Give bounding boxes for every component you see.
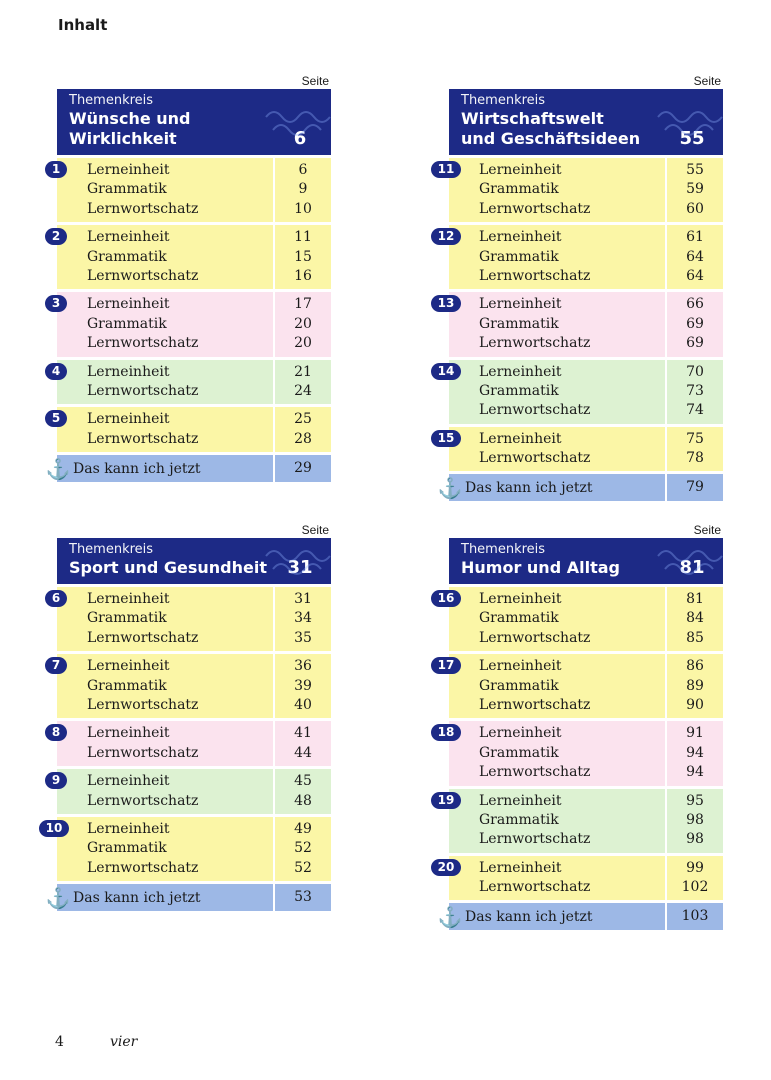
unit-item-label: Lernwortschatz bbox=[87, 335, 199, 352]
unit-items bbox=[73, 292, 273, 356]
unit-pages bbox=[665, 225, 723, 289]
unit-item-page: 59 bbox=[686, 181, 704, 198]
unit-item-page: 102 bbox=[681, 879, 709, 896]
unit-item-page: 35 bbox=[294, 629, 312, 646]
unit-item-label: Lerneinheit bbox=[479, 229, 562, 246]
unit-item-label: Lerneinheit bbox=[87, 363, 170, 380]
kann-page: 53 bbox=[273, 884, 331, 911]
themenkreis-label: Themenkreis bbox=[69, 93, 154, 108]
unit-number-badge: 17 bbox=[431, 657, 461, 674]
unit-item-label: Grammatik bbox=[87, 181, 167, 198]
themenkreis-page: 6 bbox=[293, 128, 307, 149]
unit-pages bbox=[273, 721, 331, 766]
kann-label: Das kann ich jetzt bbox=[465, 908, 593, 925]
unit-number-badge: 3 bbox=[45, 295, 67, 312]
unit-item-page: 69 bbox=[686, 315, 704, 332]
unit-item-page: 24 bbox=[294, 382, 312, 399]
unit-item-label: Lerneinheit bbox=[479, 658, 562, 675]
unit-row bbox=[437, 225, 723, 289]
unit-row bbox=[51, 360, 331, 405]
themenkreis-block bbox=[437, 74, 723, 501]
unit-items bbox=[73, 654, 273, 718]
unit-items bbox=[465, 789, 665, 853]
anchor-icon: ⚓ bbox=[437, 475, 463, 500]
unit-items bbox=[73, 225, 273, 289]
unit-items bbox=[465, 654, 665, 718]
anchor-icon: ⚓ bbox=[45, 885, 71, 910]
unit-item-label: Grammatik bbox=[479, 811, 559, 828]
unit-items bbox=[465, 587, 665, 651]
unit-item-page: 10 bbox=[294, 200, 312, 217]
unit-items bbox=[465, 292, 665, 356]
page-number: 4 bbox=[55, 1034, 64, 1050]
unit-item-label: Grammatik bbox=[87, 248, 167, 265]
unit-pages bbox=[665, 654, 723, 718]
unit-row bbox=[437, 587, 723, 651]
unit-pages bbox=[273, 407, 331, 452]
unit-item-label: Lernwortschatz bbox=[87, 382, 199, 399]
unit-item-label: Lernwortschatz bbox=[87, 629, 199, 646]
unit-pages bbox=[665, 856, 723, 901]
unit-item-page: 52 bbox=[294, 840, 312, 857]
unit-item-label: Lernwortschatz bbox=[479, 696, 591, 713]
unit-pages bbox=[665, 721, 723, 785]
unit-item-label: Lerneinheit bbox=[479, 162, 562, 178]
unit-item-label: Lernwortschatz bbox=[87, 200, 199, 217]
unit-item-page: 86 bbox=[686, 658, 704, 675]
unit-number-badge: 15 bbox=[431, 430, 461, 447]
anchor-icon: ⚓ bbox=[437, 904, 463, 929]
unit-item-label: Lernwortschatz bbox=[479, 200, 591, 217]
unit-item-page: 98 bbox=[686, 811, 704, 828]
themenkreis-block bbox=[437, 523, 723, 930]
unit-row bbox=[437, 360, 723, 424]
unit-row bbox=[437, 158, 723, 222]
unit-number-badge: 7 bbox=[45, 657, 67, 674]
unit-item-label: Lernwortschatz bbox=[87, 859, 199, 876]
unit-item-label: Lerneinheit bbox=[479, 859, 562, 876]
themenkreis-title: Wirtschaftswelt bbox=[461, 109, 604, 128]
unit-item-page: 44 bbox=[294, 744, 312, 761]
unit-item-label: Lernwortschatz bbox=[479, 831, 591, 848]
unit-item-label: Lernwortschatz bbox=[87, 744, 199, 761]
unit-item-label: Lerneinheit bbox=[87, 591, 170, 607]
unit-item-page: 61 bbox=[686, 229, 704, 246]
unit-item-page: 20 bbox=[294, 315, 312, 332]
unit-number-badge: 13 bbox=[431, 295, 461, 312]
unit-items bbox=[465, 721, 665, 785]
unit-item-page: 91 bbox=[686, 725, 704, 742]
unit-item-page: 16 bbox=[294, 267, 312, 284]
unit-number-badge: 5 bbox=[45, 410, 67, 427]
kann-page: 29 bbox=[273, 455, 331, 482]
unit-item-label: Grammatik bbox=[87, 315, 167, 332]
themenkreis-page: 31 bbox=[287, 557, 313, 578]
unit-item-page: 40 bbox=[294, 696, 312, 713]
unit-number-badge: 1 bbox=[45, 161, 67, 178]
unit-item-label: Lernwortschatz bbox=[479, 450, 591, 467]
das-kann-ich-jetzt-row bbox=[437, 903, 723, 930]
unit-item-page: 17 bbox=[294, 296, 312, 313]
unit-item-page: 85 bbox=[686, 629, 704, 646]
unit-item-label: Lerneinheit bbox=[87, 162, 170, 178]
unit-number-badge: 10 bbox=[39, 820, 69, 837]
unit-item-page: 15 bbox=[294, 248, 312, 265]
unit-item-page: 73 bbox=[686, 382, 704, 399]
unit-item-page: 49 bbox=[294, 820, 312, 837]
unit-item-label: Lernwortschatz bbox=[87, 267, 199, 284]
anchor-icon: ⚓ bbox=[45, 456, 71, 481]
unit-pages bbox=[665, 427, 723, 472]
unit-pages bbox=[665, 292, 723, 356]
unit-items bbox=[465, 158, 665, 222]
page-number-word: vier bbox=[110, 1034, 138, 1050]
unit-items bbox=[73, 721, 273, 766]
unit-item-page: 70 bbox=[686, 363, 704, 380]
unit-item-page: 99 bbox=[686, 859, 704, 876]
unit-pages bbox=[273, 158, 331, 222]
themenkreis-header bbox=[449, 538, 723, 584]
themenkreis-block bbox=[45, 523, 331, 911]
unit-pages bbox=[665, 789, 723, 853]
themenkreis-header bbox=[57, 89, 331, 155]
unit-number-badge: 14 bbox=[431, 363, 461, 380]
unit-items bbox=[73, 817, 273, 881]
unit-item-label: Grammatik bbox=[479, 181, 559, 198]
unit-items bbox=[465, 225, 665, 289]
unit-row bbox=[437, 427, 723, 472]
unit-item-label: Grammatik bbox=[87, 677, 167, 694]
seite-label: Seite bbox=[301, 523, 329, 537]
kann-page: 103 bbox=[665, 903, 723, 930]
unit-number-badge: 11 bbox=[431, 161, 461, 178]
unit-number-badge: 8 bbox=[45, 724, 67, 741]
unit-item-label: Grammatik bbox=[479, 744, 559, 761]
themenkreis-title: Humor und Alltag bbox=[461, 558, 620, 577]
unit-item-label: Grammatik bbox=[479, 382, 559, 399]
unit-item-label: Lerneinheit bbox=[87, 411, 170, 428]
unit-item-page: 21 bbox=[294, 363, 312, 380]
unit-item-label: Lernwortschatz bbox=[87, 696, 199, 713]
unit-row bbox=[437, 856, 723, 901]
unit-item-label: Lernwortschatz bbox=[479, 402, 591, 419]
kann-label: Das kann ich jetzt bbox=[73, 460, 201, 477]
unit-item-page: 41 bbox=[294, 725, 312, 742]
unit-pages bbox=[665, 360, 723, 424]
unit-row bbox=[51, 407, 331, 452]
unit-item-page: 95 bbox=[686, 792, 704, 809]
unit-pages bbox=[665, 158, 723, 222]
unit-row bbox=[437, 721, 723, 785]
unit-items bbox=[73, 587, 273, 651]
themenkreis-block bbox=[45, 74, 331, 482]
unit-item-label: Lerneinheit bbox=[87, 229, 170, 246]
unit-pages bbox=[273, 292, 331, 356]
unit-item-page: 81 bbox=[686, 591, 704, 607]
unit-item-label: Lerneinheit bbox=[87, 296, 170, 313]
unit-row bbox=[51, 158, 331, 222]
unit-item-label: Lerneinheit bbox=[87, 658, 170, 675]
unit-number-badge: 19 bbox=[431, 792, 461, 809]
seite-label: Seite bbox=[693, 74, 721, 88]
unit-item-page: 75 bbox=[686, 430, 704, 447]
unit-item-page: 64 bbox=[686, 267, 704, 284]
unit-item-page: 31 bbox=[294, 591, 312, 607]
unit-item-page: 64 bbox=[686, 248, 704, 265]
unit-number-badge: 4 bbox=[45, 363, 67, 380]
themenkreis-page: 81 bbox=[679, 557, 705, 578]
unit-item-page: 66 bbox=[686, 296, 704, 313]
unit-item-page: 39 bbox=[294, 677, 312, 694]
unit-pages bbox=[273, 654, 331, 718]
unit-pages bbox=[665, 587, 723, 651]
unit-item-label: Lernwortschatz bbox=[479, 629, 591, 646]
unit-item-page: 28 bbox=[294, 430, 312, 447]
unit-number-badge: 9 bbox=[45, 772, 67, 789]
page-title: Inhalt bbox=[58, 16, 108, 34]
unit-item-page: 98 bbox=[686, 831, 704, 848]
unit-number-badge: 18 bbox=[431, 724, 461, 741]
unit-number-badge: 20 bbox=[431, 859, 461, 876]
unit-item-page: 9 bbox=[298, 181, 308, 198]
kann-label: Das kann ich jetzt bbox=[73, 889, 201, 906]
das-kann-ich-jetzt-row bbox=[437, 474, 723, 501]
unit-items bbox=[73, 360, 273, 405]
unit-item-label: Grammatik bbox=[479, 315, 559, 332]
unit-pages bbox=[273, 769, 331, 814]
unit-item-label: Lernwortschatz bbox=[479, 335, 591, 352]
unit-item-label: Lernwortschatz bbox=[479, 879, 591, 896]
unit-item-page: 20 bbox=[294, 335, 312, 352]
unit-item-label: Lerneinheit bbox=[87, 773, 170, 790]
unit-item-label: Lerneinheit bbox=[479, 363, 562, 380]
unit-items bbox=[73, 769, 273, 814]
unit-item-label: Grammatik bbox=[87, 840, 167, 857]
unit-row bbox=[51, 721, 331, 766]
unit-item-label: Grammatik bbox=[479, 610, 559, 627]
unit-items bbox=[465, 360, 665, 424]
unit-item-label: Lernwortschatz bbox=[87, 430, 199, 447]
unit-item-page: 11 bbox=[294, 229, 312, 246]
unit-item-label: Lernwortschatz bbox=[479, 764, 591, 781]
unit-items bbox=[465, 427, 665, 472]
themenkreis-page: 55 bbox=[679, 128, 705, 149]
unit-item-label: Lerneinheit bbox=[479, 296, 562, 313]
unit-item-page: 94 bbox=[686, 764, 704, 781]
unit-item-label: Lerneinheit bbox=[479, 725, 562, 742]
unit-pages bbox=[273, 587, 331, 651]
unit-item-page: 94 bbox=[686, 744, 704, 761]
unit-item-label: Lernwortschatz bbox=[87, 792, 199, 809]
unit-item-page: 90 bbox=[686, 696, 704, 713]
seite-label: Seite bbox=[301, 74, 329, 88]
unit-item-label: Lerneinheit bbox=[87, 725, 170, 742]
unit-item-label: Lerneinheit bbox=[479, 591, 562, 607]
unit-item-page: 69 bbox=[686, 335, 704, 352]
unit-item-page: 34 bbox=[294, 610, 312, 627]
unit-item-page: 55 bbox=[686, 162, 704, 178]
themenkreis-label: Themenkreis bbox=[69, 542, 154, 557]
unit-item-page: 52 bbox=[294, 859, 312, 876]
unit-item-label: Grammatik bbox=[87, 610, 167, 627]
unit-item-page: 48 bbox=[294, 792, 312, 809]
unit-item-page: 84 bbox=[686, 610, 704, 627]
unit-item-label: Lerneinheit bbox=[479, 430, 562, 447]
unit-row bbox=[51, 587, 331, 651]
unit-item-label: Lerneinheit bbox=[479, 792, 562, 809]
unit-number-badge: 6 bbox=[45, 590, 67, 607]
unit-item-label: Grammatik bbox=[479, 677, 559, 694]
unit-items bbox=[465, 856, 665, 901]
unit-row bbox=[437, 654, 723, 718]
unit-row bbox=[45, 817, 331, 881]
unit-pages bbox=[273, 360, 331, 405]
unit-item-page: 74 bbox=[686, 402, 704, 419]
das-kann-ich-jetzt-row bbox=[45, 884, 331, 911]
unit-row bbox=[437, 789, 723, 853]
unit-row bbox=[51, 292, 331, 356]
unit-items bbox=[73, 158, 273, 222]
unit-number-badge: 12 bbox=[431, 228, 461, 245]
unit-items bbox=[73, 407, 273, 452]
unit-pages bbox=[273, 817, 331, 881]
themenkreis-title: Wünsche und Wirklichkeit bbox=[69, 109, 191, 148]
themenkreis-title: und Geschäftsideen bbox=[461, 129, 641, 148]
unit-pages bbox=[273, 225, 331, 289]
themenkreis-title: Sport und Gesundheit bbox=[69, 558, 267, 577]
themenkreis-label: Themenkreis bbox=[461, 542, 546, 557]
unit-item-label: Grammatik bbox=[479, 248, 559, 265]
unit-item-page: 25 bbox=[294, 411, 312, 428]
das-kann-ich-jetzt-row bbox=[45, 455, 331, 482]
unit-item-page: 60 bbox=[686, 200, 704, 217]
seite-label: Seite bbox=[693, 523, 721, 537]
unit-item-label: Lernwortschatz bbox=[479, 267, 591, 284]
kann-label: Das kann ich jetzt bbox=[465, 479, 593, 496]
unit-item-label: Lerneinheit bbox=[87, 820, 170, 837]
unit-row bbox=[437, 292, 723, 356]
unit-item-page: 78 bbox=[686, 450, 704, 467]
unit-number-badge: 16 bbox=[431, 590, 461, 607]
themenkreis-header bbox=[57, 538, 331, 584]
unit-row bbox=[51, 769, 331, 814]
unit-row bbox=[51, 654, 331, 718]
kann-page: 79 bbox=[665, 474, 723, 501]
unit-number-badge: 2 bbox=[45, 228, 67, 245]
unit-row bbox=[51, 225, 331, 289]
unit-item-page: 45 bbox=[294, 773, 312, 790]
unit-item-page: 89 bbox=[686, 677, 704, 694]
themenkreis-header bbox=[449, 89, 723, 155]
themenkreis-label: Themenkreis bbox=[461, 93, 546, 108]
unit-item-page: 36 bbox=[294, 658, 312, 675]
unit-item-page: 6 bbox=[298, 162, 308, 178]
